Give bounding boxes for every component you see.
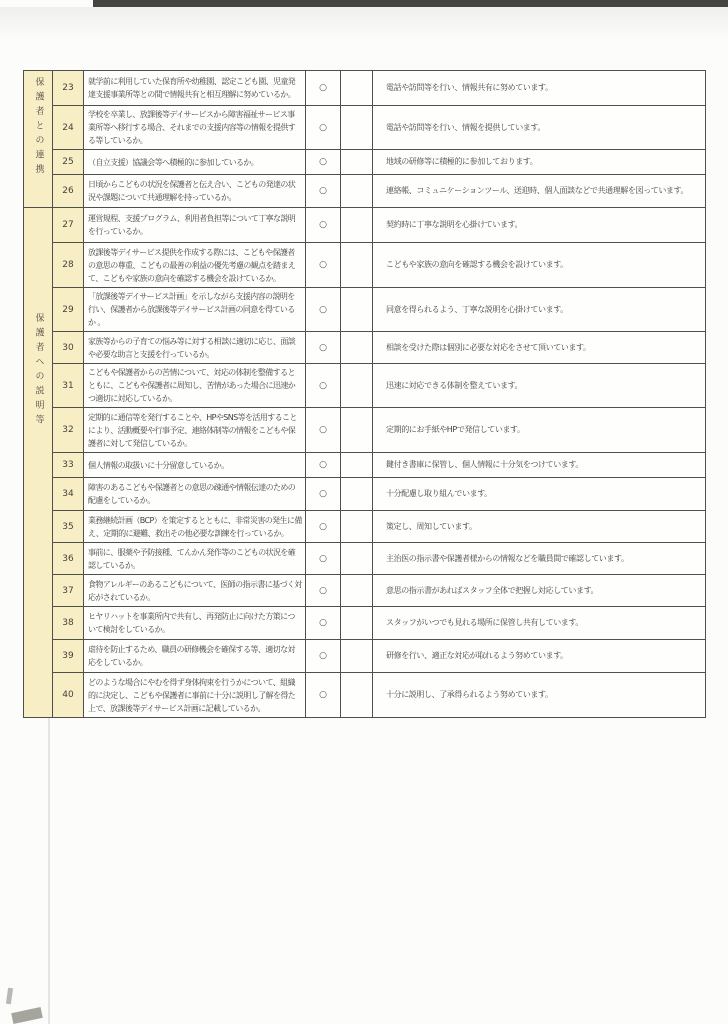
scan-artifact-vertical-line [48,700,50,1024]
item-number: 32 [53,408,84,453]
check-mark: ○ [306,243,341,288]
table-row [24,640,706,673]
empty-cell [341,364,373,408]
empty-cell [341,607,373,640]
question-text: 就学前に利用していた保育所や幼稚園、認定こども園、児童発達支援事業所等との間で情報共有と相互理解に努めているか。 [84,71,306,106]
check-mark: ○ [306,408,341,453]
category-cell-parent-explanation [24,208,53,718]
empty-cell [341,332,373,364]
empty-cell [341,106,373,150]
table-row [24,71,706,106]
empty-cell [341,575,373,607]
check-mark: ○ [306,640,341,673]
table-row [24,243,706,288]
empty-cell [341,511,373,543]
check-mark: ○ [306,673,341,718]
item-number: 38 [53,607,84,640]
table-row [24,478,706,511]
table-row [24,511,706,543]
question-text: 虐待を防止するため、職員の研修機会を確保する等、適切な対応をしているか。 [84,640,306,673]
comment-text: スタッフがいつでも見れる場所に保管し共有しています。 [373,607,706,640]
table-row [24,408,706,453]
check-mark: ○ [306,150,341,175]
empty-cell [341,243,373,288]
check-mark: ○ [306,208,341,243]
table-row [24,453,706,478]
comment-text: 電話や訪問等を行い、情報を提供しています。 [373,106,706,150]
item-number: 27 [53,208,84,243]
empty-cell [341,673,373,718]
comment-text: 地域の研修等に積極的に参加しております。 [373,150,706,175]
check-mark: ○ [306,364,341,408]
comment-text: 主治医の指示書や保護者様からの情報などを職員間で確認しています。 [373,543,706,575]
question-text: 「放課後等デイサービス計画」を示しながら支援内容の説明を行い、保護者から放課後等デイサービス計画の同意を得ているか 。 [84,288,306,332]
question-text: 学校を卒業し、放課後等デイサービスから障害福祉サービス事業所等へ移行する場合、それまでの支援内容等の情報を提供する等しているか。 [84,106,306,150]
comment-text: 連絡帳、コミュニケーションツール、送迎時、個人面談などで共通理解を図っています。 [373,175,706,208]
item-number: 35 [53,511,84,543]
table-row [24,150,706,175]
empty-cell [341,640,373,673]
comment-text: 研修を行い、適正な対応が取れるよう努めています。 [373,640,706,673]
item-number: 31 [53,364,84,408]
check-mark: ○ [306,288,341,332]
category-cell-parent-cooperation [24,71,53,208]
question-text: 運営規程、支援プログラム、利用者負担等について丁寧な説明を行っているか。 [84,208,306,243]
table-row [24,175,706,208]
table-row [24,575,706,607]
comment-text: 契約時に丁寧な説明を心掛けています。 [373,208,706,243]
check-mark: ○ [306,332,341,364]
empty-cell [341,478,373,511]
empty-cell [341,71,373,106]
question-text: 事前に、服薬や予防接種、てんかん発作等のこどもの状況を確認しているか。 [84,543,306,575]
check-mark: ○ [306,543,341,575]
check-mark: ○ [306,71,341,106]
comment-text: 十分配慮し取り組んでいます。 [373,478,706,511]
check-mark: ○ [306,607,341,640]
category-label: 保護者への説明等 [33,313,44,429]
comment-text: 鍵付き書庫に保管し、個人情報に十分気をつけています。 [373,453,706,478]
item-number: 29 [53,288,84,332]
scan-artifact-top-edge [93,0,728,7]
question-text: どのような場合にやむを得ず身体拘束を行うかについて、組織的に決定し、こどもや保護者に事前に十分に説明し了解を得た上で、放課後等デイサービス計画に記載しているか。 [84,673,306,718]
check-mark: ○ [306,511,341,543]
question-text: こどもや保護者からの苦情について、対応の体制を整備するとともに、こどもや保護者に周知し、苦情があった場合に迅速かつ適切に対応しているか。 [84,364,306,408]
table-row [24,607,706,640]
empty-cell [341,408,373,453]
table-row [24,364,706,408]
empty-cell [341,453,373,478]
self-evaluation-table [23,70,706,718]
question-text: 家族等からの子育ての悩み等に対する相談に適切に応じ、面談や必要な助言と支援を行っているか。 [84,332,306,364]
table-row [24,288,706,332]
table-row [24,332,706,364]
question-text: 定期的に通信等を発行することや、HPやSNS等を活用することにより、活動概要や行事予定、連絡体制等の情報をこどもや保護者に対して発信しているか。 [84,408,306,453]
item-number: 36 [53,543,84,575]
table-row [24,543,706,575]
scan-artifact-corner-smudge [11,1007,43,1024]
empty-cell [341,288,373,332]
item-number: 37 [53,575,84,607]
empty-cell [341,543,373,575]
question-text: 障害のあるこどもや保護者との意思の疎通や情報伝達のための配慮をしているか。 [84,478,306,511]
comment-text: 迅速に対応できる体制を整えています。 [373,364,706,408]
empty-cell [341,175,373,208]
item-number: 26 [53,175,84,208]
check-mark: ○ [306,453,341,478]
comment-text: 定期的にお手紙やHPで発信しています。 [373,408,706,453]
item-number: 33 [53,453,84,478]
question-text: 業務継続計画（BCP）を策定するとともに、非常災害の発生に備え、定期的に避難、救出その他必要な訓練を行っているか。 [84,511,306,543]
item-number: 28 [53,243,84,288]
comment-text: こどもや家族の意向を確認する機会を設けています。 [373,243,706,288]
empty-cell [341,208,373,243]
comment-text: 意思の指示書があればスタッフ全体で把握し対応しています。 [373,575,706,607]
question-text: （自立支援）協議会等へ積極的に参加しているか。 [84,150,306,175]
item-number: 34 [53,478,84,511]
item-number: 23 [53,71,84,106]
comment-text: 十分に説明し、了承得られるよう努めています。 [373,673,706,718]
comment-text: 電話や訪問等を行い、情報共有に努めています。 [373,71,706,106]
question-text: 放課後等デイサービス提供を作成する際には、こどもや保護者の意思の尊重、こどもの最善の利益の優先考慮の観点を踏まえて、こどもや家族の意向を確認する機会を設けているか。 [84,243,306,288]
question-text: 日頃からこどもの状況を保護者と伝え合い、こどもの発達の状況や課題について共通理解を持っているか。 [84,175,306,208]
item-number: 30 [53,332,84,364]
check-mark: ○ [306,575,341,607]
comment-text: 相談を受けた際は個別に必要な対応をさせて頂いています。 [373,332,706,364]
scan-artifact-shadow [0,7,728,41]
check-mark: ○ [306,478,341,511]
category-label: 保護者との連携 [33,77,44,179]
question-text: 食物アレルギーのあるこどもについて、医師の指示書に基づく対応がされているか。 [84,575,306,607]
item-number: 24 [53,106,84,150]
table-row [24,673,706,718]
table-row [24,106,706,150]
comment-text: 策定し、周知しています。 [373,511,706,543]
comment-text: 同意を得られるよう、丁寧な説明を心掛けています。 [373,288,706,332]
item-number: 40 [53,673,84,718]
item-number: 25 [53,150,84,175]
question-text: 個人情報の取扱いに十分留意しているか。 [84,453,306,478]
empty-cell [341,150,373,175]
question-text: ヒヤリハットを事業所内で共有し、再発防止に向けた方策について検討をしているか。 [84,607,306,640]
scan-artifact-smudge [6,988,13,1005]
check-mark: ○ [306,175,341,208]
check-mark: ○ [306,106,341,150]
item-number: 39 [53,640,84,673]
table-row [24,208,706,243]
